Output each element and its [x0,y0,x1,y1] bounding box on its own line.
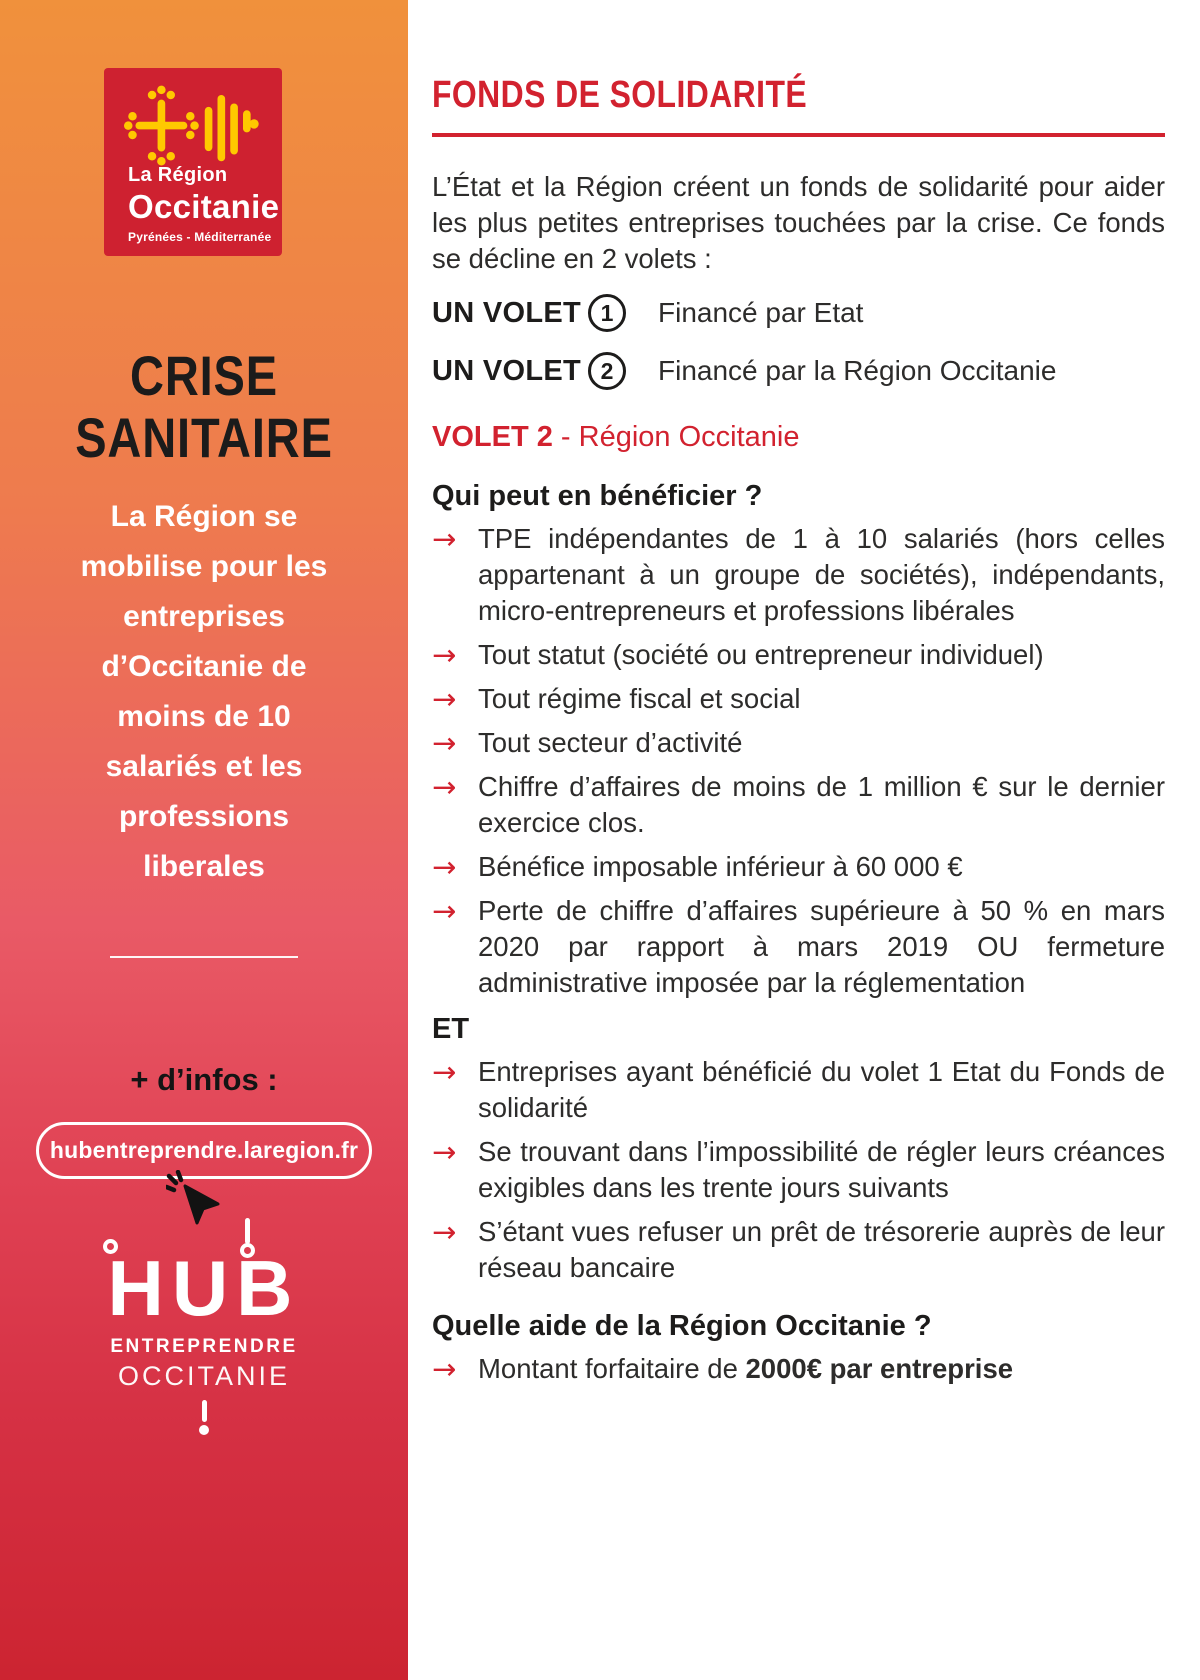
sidebar [0,0,408,1680]
logo-occitanie: Occitanie [128,188,280,225]
volet-row-2 [432,349,1165,393]
eligibility-list [432,521,1165,1001]
volet2-section-heading [432,421,1165,454]
list-item: → TPE indépendantes de 1 à 10 salariés (hors celles appartenant à un groupe de sociétés), indépendants, micro-entrepreneurs et professions libérales [432,521,1165,629]
arrow-bullet-icon: → [432,726,457,760]
volet-label: UN VOLET [432,296,582,329]
arrow-bullet-icon: → [432,850,457,884]
website-url: hubentreprendre.laregion.fr [49,1137,359,1163]
logo-la-region: La Région [128,164,228,186]
list-item: → Bénéfice imposable inférieur à 60 000 € [432,850,963,884]
logo-pyrenees: Pyrénées - Méditerranée [128,230,272,244]
list-item-amount [432,1351,1165,1387]
hub-antenna-icon [245,1218,250,1244]
arrow-bullet-icon: → [432,1215,457,1249]
volet2-rest: - Région Occitanie [552,421,800,453]
page-title: FONDS DE SOLIDARITÉ [432,74,808,116]
arrow-bullet-icon: → [432,1135,457,1169]
conditions-list [432,1054,1165,1286]
sidebar-subtitle: La Région se mobilise pour les entreprises d’Occitanie de moins de 10 salariés et les professions liberales [80,500,328,883]
amount-prefix: Montant forfaitaire de [478,1353,746,1384]
sidebar-title-line2: SANITAIRE [75,406,333,469]
hub-node-icon [103,1239,118,1254]
list-item: → Perte de chiffre d’affaires supérieure à 50 % en mars 2020 par rapport à mars 2019 OU fermeture administrative imposée par la réglementation [432,893,1165,1001]
click-cursor-icon [166,1170,222,1230]
region-occitanie-logo [104,68,282,256]
hub-logo-word: HUB [107,1244,301,1332]
arrow-bullet-icon: → [432,522,457,556]
hub-logo-entreprendre: ENTREPRENDRE [110,1336,298,1357]
hub-node-icon [240,1243,255,1258]
infos-label: + d’infos : [130,1062,278,1097]
arrow-bullet-icon: → [432,894,457,928]
hub-logo-occitanie: OCCITANIE [117,1361,290,1391]
hub-entreprendre-logo [0,1244,408,1435]
list-item: → Entreprises ayant bénéficié du volet 1 Etat du Fonds de solidarité [432,1054,1165,1126]
et-connector: ET [432,1013,470,1045]
logo-text [128,164,279,244]
main-content [432,0,1165,1387]
volet-description: Financé par Etat [658,297,864,328]
circled-number-1-icon: 1 [588,294,626,332]
volet-description: Financé par la Région Occitanie [658,355,1057,386]
heading-underline [432,133,1165,137]
list-item: → Tout secteur d’activité [432,726,743,760]
list-item: → Tout statut (société ou entrepreneur individuel) [432,638,1044,672]
list-item: → S’étant vues refuser un prêt de trésorerie auprès de leur réseau bancaire [432,1214,1165,1286]
sidebar-title [33,345,376,469]
amount-value: 2000€ par entreprise [745,1353,1014,1384]
question-heading-aide: Quelle aide de la Région Occitanie ? [432,1310,932,1342]
volet2-bold: VOLET 2 [432,421,553,453]
arrow-bullet-icon: → [432,1352,457,1386]
volet-row-1 [432,291,1165,335]
hub-pin-dot-icon [199,1425,209,1435]
list-item: → Tout régime fiscal et social [432,682,801,716]
divider [110,956,298,958]
arrow-bullet-icon: → [432,682,457,716]
list-item: → Chiffre d’affaires de moins de 1 million € sur le dernier exercice clos. [432,769,1165,841]
arrow-bullet-icon: → [432,770,457,804]
list-item: → Se trouvant dans l’impossibilité de régler leurs créances exigibles dans les trente jours suivants [432,1134,1165,1206]
hub-pin-icon [202,1400,207,1422]
sidebar-title-line1: CRISE [130,344,278,407]
question-heading-beneficier: Qui peut en bénéficier ? [432,480,763,512]
volet-label: UN VOLET [432,354,582,387]
arrow-bullet-icon: → [432,1055,457,1089]
circled-number-2-icon: 2 [588,352,626,390]
arrow-bullet-icon: → [432,638,457,672]
intro-paragraph: L’État et la Région créent un fonds de solidarité pour aider les plus petites entreprises touchées par la crise. Ce fonds se décline en 2 volets : [432,171,1165,274]
